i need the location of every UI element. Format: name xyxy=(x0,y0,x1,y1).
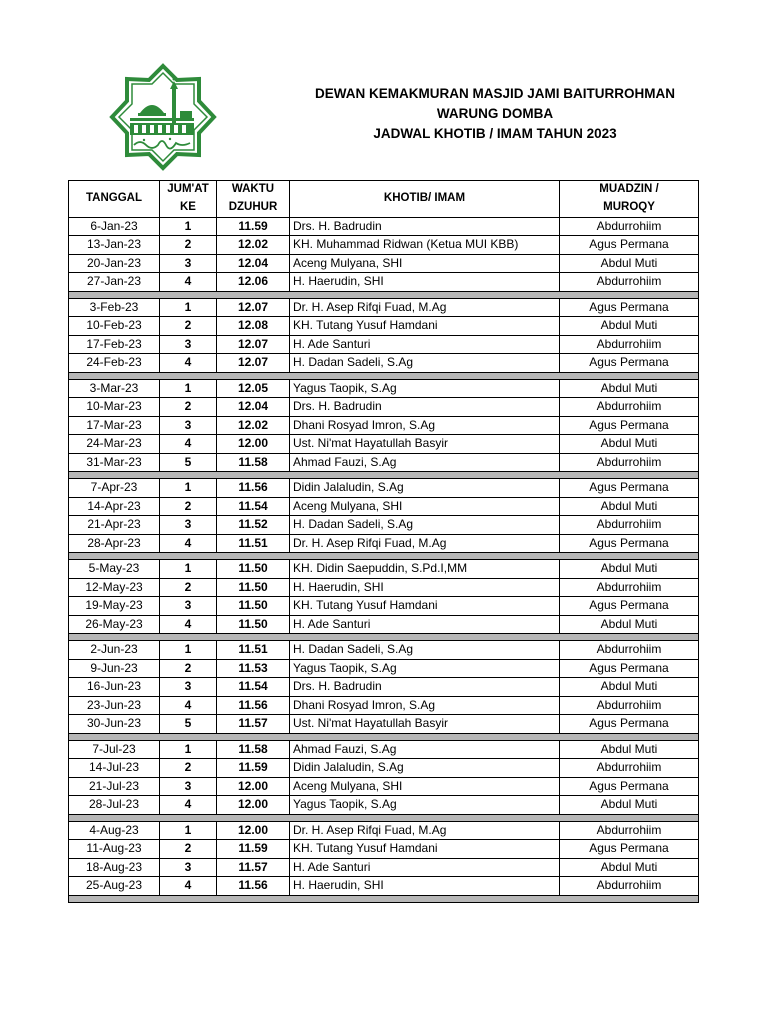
khotib-imam-cell: H. Haerudin, SHI xyxy=(290,273,560,292)
column-header-muroqy: MUROQY xyxy=(560,199,699,218)
location-subtitle: WARUNG DOMBA xyxy=(436,106,554,121)
month-separator xyxy=(69,472,699,479)
muadzin-cell: Abdurrohiim xyxy=(560,759,699,778)
khotib-imam-cell: Aceng Mulyana, SHI xyxy=(290,497,560,516)
column-header-dzuhur: DZUHUR xyxy=(217,199,290,218)
khotib-imam-cell: H. Ade Santuri xyxy=(290,335,560,354)
muadzin-cell: Abdul Muti xyxy=(560,678,699,697)
date-cell: 10-Feb-23 xyxy=(69,317,160,336)
muadzin-cell: Abdul Muti xyxy=(560,615,699,634)
khotib-imam-cell: Ahmad Fauzi, S.Ag xyxy=(290,453,560,472)
month-separator-row xyxy=(69,291,699,298)
month-separator-row xyxy=(69,472,699,479)
muadzin-cell: Abdul Muti xyxy=(560,379,699,398)
table-row xyxy=(69,497,699,516)
date-cell: 26-May-23 xyxy=(69,615,160,634)
table-row xyxy=(69,641,699,660)
muadzin-cell: Agus Permana xyxy=(560,659,699,678)
waktu-dzuhur-cell: 12.07 xyxy=(217,298,290,317)
date-cell: 19-May-23 xyxy=(69,597,160,616)
waktu-dzuhur-cell: 11.57 xyxy=(217,858,290,877)
column-header-khotib: KHOTIB/ IMAM xyxy=(290,181,560,218)
waktu-dzuhur-cell: 12.02 xyxy=(217,236,290,255)
waktu-dzuhur-cell: 11.50 xyxy=(217,560,290,579)
jumat-ke-cell: 1 xyxy=(160,217,217,236)
month-separator xyxy=(69,372,699,379)
khotib-imam-cell: KH. Tutang Yusuf Hamdani xyxy=(290,840,560,859)
schedule-body xyxy=(69,217,699,902)
muadzin-cell: Abdurrohiim xyxy=(560,578,699,597)
table-row xyxy=(69,877,699,896)
date-cell: 25-Aug-23 xyxy=(69,877,160,896)
table-row xyxy=(69,335,699,354)
table-row xyxy=(69,597,699,616)
muadzin-cell: Agus Permana xyxy=(560,236,699,255)
table-row xyxy=(69,678,699,697)
date-cell: 21-Jul-23 xyxy=(69,777,160,796)
month-separator xyxy=(69,291,699,298)
waktu-dzuhur-cell: 11.57 xyxy=(217,715,290,734)
table-row xyxy=(69,560,699,579)
jumat-ke-cell: 2 xyxy=(160,497,217,516)
khotib-imam-cell: KH. Muhammad Ridwan (Ketua MUI KBB) xyxy=(290,236,560,255)
muadzin-cell: Agus Permana xyxy=(560,479,699,498)
jumat-ke-cell: 2 xyxy=(160,659,217,678)
khotib-imam-cell: KH. Tutang Yusuf Hamdani xyxy=(290,597,560,616)
column-header-jumat: JUM'AT xyxy=(160,181,217,199)
khotib-imam-cell: Didin Jalaludin, S.Ag xyxy=(290,479,560,498)
muadzin-cell: Agus Permana xyxy=(560,534,699,553)
table-row xyxy=(69,516,699,535)
waktu-dzuhur-cell: 11.52 xyxy=(217,516,290,535)
jumat-ke-cell: 4 xyxy=(160,877,217,896)
date-cell: 28-Apr-23 xyxy=(69,534,160,553)
mosque-star-logo-icon xyxy=(100,63,226,171)
khotib-imam-cell: Drs. H. Badrudin xyxy=(290,217,560,236)
schedule-title: JADWAL KHOTIB / IMAM TAHUN 2023 xyxy=(373,126,617,141)
muadzin-cell: Agus Permana xyxy=(560,354,699,373)
muadzin-cell: Agus Permana xyxy=(560,597,699,616)
table-row xyxy=(69,217,699,236)
waktu-dzuhur-cell: 11.50 xyxy=(217,578,290,597)
date-cell: 7-Jul-23 xyxy=(69,740,160,759)
table-row xyxy=(69,821,699,840)
date-cell: 12-May-23 xyxy=(69,578,160,597)
table-row xyxy=(69,354,699,373)
month-separator xyxy=(69,895,699,902)
date-cell: 17-Mar-23 xyxy=(69,416,160,435)
waktu-dzuhur-cell: 11.54 xyxy=(217,497,290,516)
muadzin-cell: Abdurrohiim xyxy=(560,217,699,236)
month-separator xyxy=(69,733,699,740)
table-row xyxy=(69,796,699,815)
khotib-imam-cell: Yagus Taopik, S.Ag xyxy=(290,796,560,815)
muadzin-cell: Abdurrohiim xyxy=(560,453,699,472)
muadzin-cell: Abdul Muti xyxy=(560,254,699,273)
column-header-waktu: WAKTU xyxy=(217,181,290,199)
muadzin-cell: Abdurrohiim xyxy=(560,335,699,354)
jumat-ke-cell: 1 xyxy=(160,641,217,660)
waktu-dzuhur-cell: 12.05 xyxy=(217,379,290,398)
muadzin-cell: Abdurrohiim xyxy=(560,821,699,840)
waktu-dzuhur-cell: 11.51 xyxy=(217,534,290,553)
date-cell: 7-Apr-23 xyxy=(69,479,160,498)
jumat-ke-cell: 5 xyxy=(160,715,217,734)
waktu-dzuhur-cell: 12.00 xyxy=(217,821,290,840)
date-cell: 24-Feb-23 xyxy=(69,354,160,373)
waktu-dzuhur-cell: 11.53 xyxy=(217,659,290,678)
jumat-ke-cell: 3 xyxy=(160,254,217,273)
date-cell: 30-Jun-23 xyxy=(69,715,160,734)
muadzin-cell: Abdul Muti xyxy=(560,560,699,579)
date-cell: 23-Jun-23 xyxy=(69,696,160,715)
column-header-muadzin: MUADZIN / xyxy=(560,181,699,199)
khotib-imam-cell: H. Dadan Sadeli, S.Ag xyxy=(290,354,560,373)
date-cell: 24-Mar-23 xyxy=(69,435,160,454)
table-row xyxy=(69,777,699,796)
muadzin-cell: Abdurrohiim xyxy=(560,877,699,896)
jumat-ke-cell: 2 xyxy=(160,398,217,417)
muadzin-cell: Abdurrohiim xyxy=(560,398,699,417)
khotib-imam-cell: Ust. Ni'mat Hayatullah Basyir xyxy=(290,715,560,734)
khotib-imam-cell: KH. Didin Saepuddin, S.Pd.I,MM xyxy=(290,560,560,579)
jumat-ke-cell: 1 xyxy=(160,740,217,759)
date-cell: 28-Jul-23 xyxy=(69,796,160,815)
waktu-dzuhur-cell: 11.54 xyxy=(217,678,290,697)
waktu-dzuhur-cell: 12.06 xyxy=(217,273,290,292)
khotib-imam-cell: Yagus Taopik, S.Ag xyxy=(290,379,560,398)
jumat-ke-cell: 3 xyxy=(160,416,217,435)
month-separator-row xyxy=(69,372,699,379)
table-row xyxy=(69,236,699,255)
khotib-imam-cell: H. Haerudin, SHI xyxy=(290,578,560,597)
jumat-ke-cell: 3 xyxy=(160,858,217,877)
column-header-tanggal: TANGGAL xyxy=(69,181,160,218)
jumat-ke-cell: 2 xyxy=(160,759,217,778)
khotib-imam-cell: Dhani Rosyad Imron, S.Ag xyxy=(290,416,560,435)
organization-title: DEWAN KEMAKMURAN MASJID JAMI BAITURROHMAN xyxy=(315,86,675,101)
date-cell: 27-Jan-23 xyxy=(69,273,160,292)
waktu-dzuhur-cell: 11.56 xyxy=(217,479,290,498)
jumat-ke-cell: 3 xyxy=(160,597,217,616)
date-cell: 16-Jun-23 xyxy=(69,678,160,697)
muadzin-cell: Abdul Muti xyxy=(560,435,699,454)
muadzin-cell: Abdul Muti xyxy=(560,317,699,336)
date-cell: 10-Mar-23 xyxy=(69,398,160,417)
date-cell: 18-Aug-23 xyxy=(69,858,160,877)
jumat-ke-cell: 1 xyxy=(160,560,217,579)
jumat-ke-cell: 4 xyxy=(160,435,217,454)
khotib-imam-cell: H. Ade Santuri xyxy=(290,858,560,877)
month-separator-row xyxy=(69,733,699,740)
table-row xyxy=(69,659,699,678)
jumat-ke-cell: 2 xyxy=(160,840,217,859)
waktu-dzuhur-cell: 11.56 xyxy=(217,877,290,896)
date-cell: 5-May-23 xyxy=(69,560,160,579)
khotib-imam-cell: H. Dadan Sadeli, S.Ag xyxy=(290,641,560,660)
table-row xyxy=(69,416,699,435)
khotib-imam-cell: KH. Tutang Yusuf Hamdani xyxy=(290,317,560,336)
waktu-dzuhur-cell: 11.59 xyxy=(217,759,290,778)
date-cell: 3-Feb-23 xyxy=(69,298,160,317)
date-cell: 11-Aug-23 xyxy=(69,840,160,859)
muadzin-cell: Abdul Muti xyxy=(560,740,699,759)
table-row xyxy=(69,715,699,734)
date-cell: 13-Jan-23 xyxy=(69,236,160,255)
table-row xyxy=(69,740,699,759)
jumat-ke-cell: 3 xyxy=(160,678,217,697)
muadzin-cell: Abdurrohiim xyxy=(560,696,699,715)
muadzin-cell: Abdul Muti xyxy=(560,497,699,516)
waktu-dzuhur-cell: 11.50 xyxy=(217,597,290,616)
table-row xyxy=(69,298,699,317)
table-row xyxy=(69,453,699,472)
jumat-ke-cell: 2 xyxy=(160,317,217,336)
table-row xyxy=(69,254,699,273)
muadzin-cell: Agus Permana xyxy=(560,777,699,796)
waktu-dzuhur-cell: 12.00 xyxy=(217,777,290,796)
waktu-dzuhur-cell: 11.59 xyxy=(217,840,290,859)
khotib-imam-cell: Yagus Taopik, S.Ag xyxy=(290,659,560,678)
khotib-imam-cell: H. Ade Santuri xyxy=(290,615,560,634)
waktu-dzuhur-cell: 11.51 xyxy=(217,641,290,660)
khotib-imam-cell: Ahmad Fauzi, S.Ag xyxy=(290,740,560,759)
khotib-imam-cell: Dhani Rosyad Imron, S.Ag xyxy=(290,696,560,715)
waktu-dzuhur-cell: 12.08 xyxy=(217,317,290,336)
muadzin-cell: Abdurrohiim xyxy=(560,273,699,292)
table-row xyxy=(69,578,699,597)
jumat-ke-cell: 4 xyxy=(160,273,217,292)
table-row xyxy=(69,759,699,778)
date-cell: 17-Feb-23 xyxy=(69,335,160,354)
waktu-dzuhur-cell: 11.58 xyxy=(217,740,290,759)
month-separator-row xyxy=(69,634,699,641)
table-row xyxy=(69,858,699,877)
waktu-dzuhur-cell: 12.02 xyxy=(217,416,290,435)
jumat-ke-cell: 5 xyxy=(160,453,217,472)
month-separator xyxy=(69,553,699,560)
waktu-dzuhur-cell: 11.59 xyxy=(217,217,290,236)
date-cell: 2-Jun-23 xyxy=(69,641,160,660)
muadzin-cell: Abdurrohiim xyxy=(560,641,699,660)
month-separator xyxy=(69,634,699,641)
khotib-imam-cell: Didin Jalaludin, S.Ag xyxy=(290,759,560,778)
date-cell: 31-Mar-23 xyxy=(69,453,160,472)
table-row xyxy=(69,317,699,336)
table-row xyxy=(69,398,699,417)
khotib-imam-cell: Aceng Mulyana, SHI xyxy=(290,254,560,273)
khotib-imam-cell: H. Dadan Sadeli, S.Ag xyxy=(290,516,560,535)
jumat-ke-cell: 1 xyxy=(160,379,217,398)
waktu-dzuhur-cell: 12.00 xyxy=(217,796,290,815)
waktu-dzuhur-cell: 11.56 xyxy=(217,696,290,715)
muadzin-cell: Abdurrohiim xyxy=(560,516,699,535)
jumat-ke-cell: 3 xyxy=(160,516,217,535)
date-cell: 6-Jan-23 xyxy=(69,217,160,236)
jumat-ke-cell: 1 xyxy=(160,298,217,317)
khotib-imam-cell: Aceng Mulyana, SHI xyxy=(290,777,560,796)
jumat-ke-cell: 3 xyxy=(160,777,217,796)
muadzin-cell: Abdul Muti xyxy=(560,796,699,815)
muadzin-cell: Agus Permana xyxy=(560,298,699,317)
jumat-ke-cell: 3 xyxy=(160,335,217,354)
jumat-ke-cell: 2 xyxy=(160,236,217,255)
jumat-ke-cell: 1 xyxy=(160,821,217,840)
waktu-dzuhur-cell: 12.04 xyxy=(217,398,290,417)
table-row xyxy=(69,479,699,498)
muadzin-cell: Agus Permana xyxy=(560,416,699,435)
schedule-table xyxy=(68,180,699,903)
table-row xyxy=(69,435,699,454)
khotib-imam-cell: Drs. H. Badrudin xyxy=(290,398,560,417)
month-separator xyxy=(69,814,699,821)
jumat-ke-cell: 4 xyxy=(160,354,217,373)
month-separator-row xyxy=(69,553,699,560)
date-cell: 9-Jun-23 xyxy=(69,659,160,678)
table-row xyxy=(69,379,699,398)
jumat-ke-cell: 4 xyxy=(160,534,217,553)
waktu-dzuhur-cell: 11.50 xyxy=(217,615,290,634)
table-header-row xyxy=(69,181,699,199)
waktu-dzuhur-cell: 12.07 xyxy=(217,335,290,354)
jumat-ke-cell: 1 xyxy=(160,479,217,498)
table-row xyxy=(69,696,699,715)
jumat-ke-cell: 4 xyxy=(160,615,217,634)
khotib-imam-cell: Drs. H. Badrudin xyxy=(290,678,560,697)
jumat-ke-cell: 2 xyxy=(160,578,217,597)
khotib-imam-cell: Ust. Ni'mat Hayatullah Basyir xyxy=(290,435,560,454)
jumat-ke-cell: 4 xyxy=(160,696,217,715)
date-cell: 14-Apr-23 xyxy=(69,497,160,516)
month-separator-row xyxy=(69,814,699,821)
waktu-dzuhur-cell: 12.04 xyxy=(217,254,290,273)
date-cell: 21-Apr-23 xyxy=(69,516,160,535)
table-row xyxy=(69,534,699,553)
column-header-ke: KE xyxy=(160,199,217,218)
jumat-ke-cell: 4 xyxy=(160,796,217,815)
muadzin-cell: Agus Permana xyxy=(560,840,699,859)
table-row xyxy=(69,615,699,634)
khotib-imam-cell: Dr. H. Asep Rifqi Fuad, M.Ag xyxy=(290,298,560,317)
muadzin-cell: Agus Permana xyxy=(560,715,699,734)
waktu-dzuhur-cell: 11.58 xyxy=(217,453,290,472)
khotib-imam-cell: Dr. H. Asep Rifqi Fuad, M.Ag xyxy=(290,821,560,840)
month-separator-row xyxy=(69,895,699,902)
waktu-dzuhur-cell: 12.07 xyxy=(217,354,290,373)
table-row xyxy=(69,273,699,292)
date-cell: 20-Jan-23 xyxy=(69,254,160,273)
khotib-imam-cell: H. Haerudin, SHI xyxy=(290,877,560,896)
khotib-imam-cell: Dr. H. Asep Rifqi Fuad, M.Ag xyxy=(290,534,560,553)
date-cell: 14-Jul-23 xyxy=(69,759,160,778)
date-cell: 3-Mar-23 xyxy=(69,379,160,398)
document-header xyxy=(240,84,750,144)
muadzin-cell: Abdul Muti xyxy=(560,858,699,877)
table-row xyxy=(69,840,699,859)
date-cell: 4-Aug-23 xyxy=(69,821,160,840)
waktu-dzuhur-cell: 12.00 xyxy=(217,435,290,454)
